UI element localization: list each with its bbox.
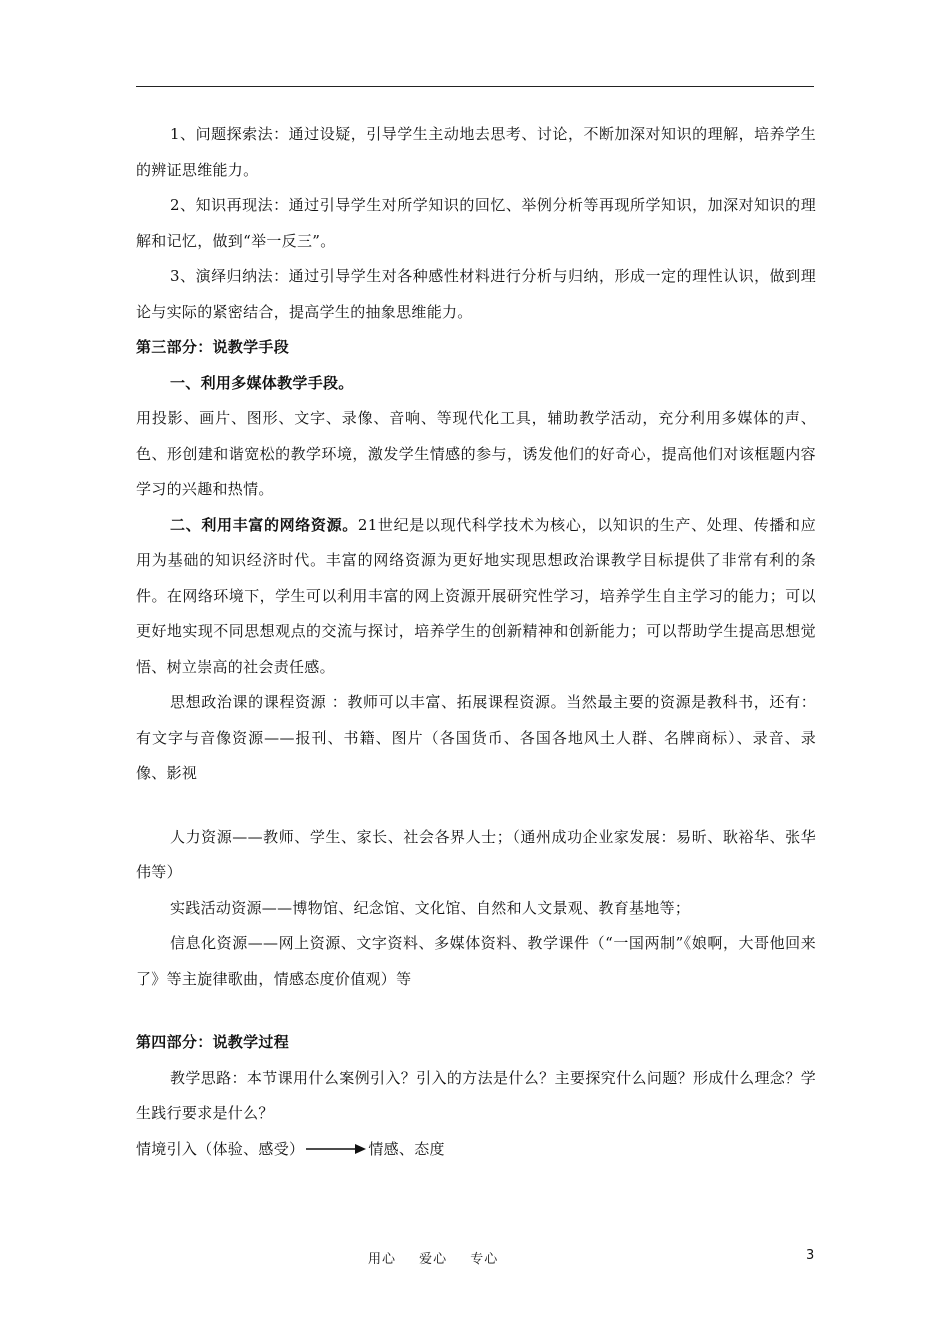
human-resources-text: 人力资源——教师、学生、家长、社会各界人士；（通州成功企业家发展：易昕、耿裕华、张华伟等）	[136, 827, 816, 881]
section-3-heading-multimedia: 一、利用多媒体教学手段。	[170, 373, 354, 392]
section-4-title: 第四部分：说教学过程	[136, 1033, 290, 1051]
header-rule	[136, 86, 814, 87]
document-body	[136, 117, 816, 1167]
spacer	[136, 997, 816, 1025]
teaching-idea-text: 教学思路：本节课用什么案例引入？引入的方法是什么？主要探究什么问题？形成什么理念？学生践行要求是什么？	[136, 1068, 816, 1122]
right-arrow-icon	[306, 1142, 366, 1156]
page-number: 3	[806, 1248, 815, 1263]
method-knowledge-recall: 2、知识再现法：通过引导学生对所学知识的回忆、举例分析等再现所学知识，加深对知识的理解和记忆，做到“举一反三”。	[136, 196, 816, 250]
information-resources-text: 信息化资源——网上资源、文字资料、多媒体资料、教学课件（“一国两制”《娘啊，大哥他回来了》等主旋律歌曲，情感态度价值观）等	[136, 934, 816, 988]
flow-right-label: 情感、态度	[368, 1139, 445, 1158]
section-3-multimedia-text: 用投影、画片、图形、文字、录像、音响、等现代化工具，辅助教学活动，充分利用多媒体的声、色、形创建和谐宽松的教学环境，激发学生情感的参与，诱发他们的好奇心，提高他们对该框题内容学习的兴趣和热情。	[136, 409, 816, 498]
practice-resources-text: 实践活动资源——博物馆、纪念馆、文化馆、自然和人文景观、教育基地等；	[170, 898, 691, 917]
section-3-title: 第三部分：说教学手段	[136, 338, 290, 356]
method-deduction-induction: 3、演绎归纳法：通过引导学生对各种感性材料进行分析与归纳，形成一定的理性认识，做到理论与实际的紧密结合，提高学生的抽象思维能力。	[136, 267, 816, 321]
section-3-network-paragraph	[136, 508, 816, 686]
section-3-network-text: 21世纪是以现代科学技术为核心，以知识的生产、处理、传播和应用为基础的知识经济时代。丰富的网络资源为更好地实现思想政治课教学目标提供了非常有利的条件。在网络环境下，学生可以利用丰富的网上资源开展研究性学习，培养学生自主学习的能力；可以更好地实现不同思想观点的交流与探讨，培养学生的创新精神和创新能力；可以帮助学生提高思想觉悟、树立崇高的社会责任感。	[136, 515, 816, 676]
course-resources-text: 思想政治课的课程资源 ：教师可以丰富、拓展课程资源。当然最主要的资源是教科书，还有：有文字与音像资源——报刊、书籍、图片（各国货币、各国各地风土人群、名牌商标）、录音、录像、影视	[136, 693, 816, 782]
spacer	[136, 792, 816, 820]
section-3-heading-network: 二、利用丰富的网络资源。	[170, 515, 358, 534]
flow-line	[136, 1132, 816, 1168]
flow-left-label: 情境引入（体验、感受）	[136, 1139, 305, 1158]
footer-motto: 用心 爱心 专心	[368, 1252, 499, 1267]
method-problem-exploration: 1、问题探索法：通过设疑，引导学生主动地去思考、讨论，不断加深对知识的理解，培养学生的辨证思维能力。	[136, 125, 816, 179]
